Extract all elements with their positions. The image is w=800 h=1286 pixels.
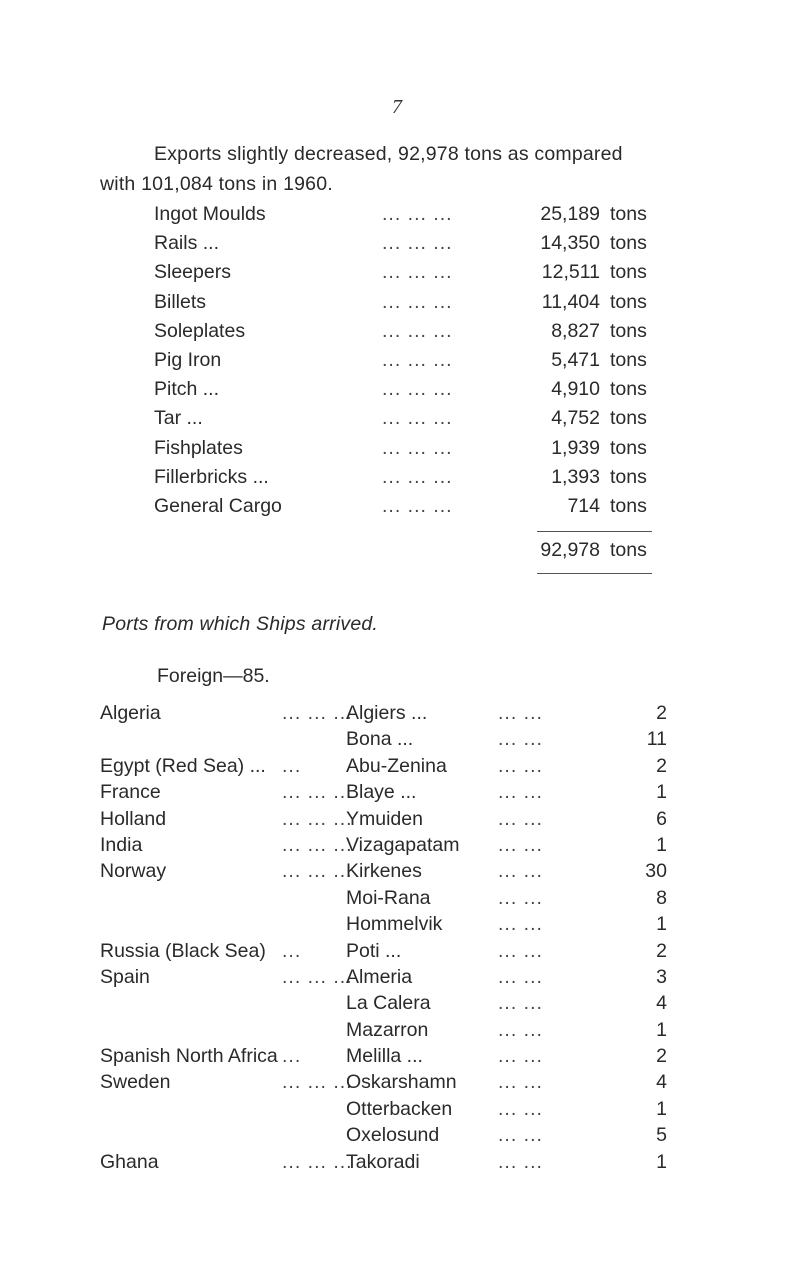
export-unit: tons bbox=[610, 319, 647, 342]
export-leader-dots: ... ... ... bbox=[382, 348, 453, 371]
port-row bbox=[100, 1149, 740, 1175]
port-name: Oxelosund bbox=[346, 1124, 440, 1147]
country-leader-dots: ... ... ... bbox=[282, 833, 353, 856]
port-leader-dots: ... ... bbox=[498, 939, 543, 962]
port-ship-count: 4 bbox=[656, 992, 667, 1015]
port-country: Spain bbox=[100, 965, 150, 988]
export-unit: tons bbox=[610, 232, 647, 255]
country-leader-dots: ... ... ... bbox=[282, 1071, 353, 1094]
export-row bbox=[154, 492, 714, 521]
port-name: Kirkenes bbox=[346, 860, 422, 883]
export-item: Rails ... bbox=[154, 232, 220, 255]
export-item: Soleplates bbox=[154, 319, 246, 342]
export-row bbox=[154, 229, 714, 258]
port-row bbox=[100, 1043, 740, 1069]
port-country: Russia (Black Sea) bbox=[100, 939, 266, 962]
country-leader-dots: ... ... ... bbox=[282, 860, 353, 883]
export-leader-dots: ... ... ... bbox=[382, 378, 453, 401]
port-row bbox=[100, 753, 740, 779]
port-row bbox=[100, 779, 740, 805]
export-value: 25,189 bbox=[540, 203, 600, 225]
export-unit: tons bbox=[610, 261, 647, 284]
port-leader-dots: ... ... bbox=[498, 1071, 543, 1094]
export-leader-dots: ... ... ... bbox=[382, 436, 453, 459]
country-leader-dots: ... ... ... bbox=[282, 807, 353, 830]
port-name: Otterbacken bbox=[346, 1097, 453, 1120]
port-row bbox=[100, 885, 740, 911]
export-unit: tons bbox=[610, 407, 647, 430]
export-value: 12,511 bbox=[541, 261, 600, 284]
port-ship-count: 2 bbox=[656, 702, 667, 724]
export-item: Billets bbox=[154, 290, 207, 313]
port-row bbox=[100, 806, 740, 832]
export-row bbox=[154, 434, 714, 463]
port-name: La Calera bbox=[346, 992, 431, 1015]
port-row bbox=[100, 700, 740, 726]
port-country: Spanish North Africa bbox=[100, 1045, 278, 1068]
export-leader-dots: ... ... ... bbox=[382, 407, 453, 430]
country-leader-dots: ... ... ... bbox=[282, 965, 353, 988]
export-unit: tons bbox=[610, 290, 647, 313]
country-leader-dots: ... bbox=[282, 754, 302, 777]
port-leader-dots: ... ... bbox=[498, 1124, 543, 1147]
port-row bbox=[100, 726, 740, 752]
port-leader-dots: ... ... bbox=[498, 833, 543, 856]
export-item: Pig Iron bbox=[154, 348, 222, 371]
port-name: Blaye ... bbox=[346, 781, 417, 804]
export-leader-dots: ... ... ... bbox=[382, 232, 453, 255]
export-value: 4,752 bbox=[551, 407, 600, 430]
export-item: Fillerbricks ... bbox=[154, 465, 269, 488]
exports-total bbox=[154, 536, 714, 566]
export-leader-dots: ... ... ... bbox=[382, 203, 453, 225]
export-unit: tons bbox=[610, 436, 647, 459]
port-leader-dots: ... ... bbox=[498, 886, 543, 909]
total-unit: tons bbox=[610, 539, 647, 561]
port-row bbox=[100, 858, 740, 884]
port-name: Ymuiden bbox=[346, 807, 423, 830]
port-leader-dots: ... ... bbox=[498, 807, 543, 830]
port-row bbox=[100, 964, 740, 990]
export-unit: tons bbox=[610, 494, 647, 517]
port-ship-count: 30 bbox=[645, 860, 667, 883]
port-name: Almeria bbox=[346, 965, 413, 988]
port-ship-count: 11 bbox=[646, 728, 667, 751]
export-row bbox=[154, 200, 714, 229]
export-unit: tons bbox=[610, 378, 647, 401]
port-leader-dots: ... ... bbox=[498, 754, 543, 777]
port-leader-dots: ... ... bbox=[498, 965, 543, 988]
port-leader-dots: ... ... bbox=[498, 781, 543, 804]
port-name: Mazarron bbox=[346, 1018, 429, 1041]
port-leader-dots: ... ... bbox=[498, 1018, 543, 1041]
port-leader-dots: ... ... bbox=[498, 1045, 543, 1068]
ports-heading: Ports from which Ships arrived. bbox=[102, 613, 379, 635]
intro-line-1: Exports slightly decreased, 92,978 tons as compared bbox=[154, 143, 623, 165]
country-leader-dots: ... ... ... bbox=[282, 1150, 353, 1173]
export-leader-dots: ... ... ... bbox=[382, 261, 453, 284]
export-item: Ingot Moulds bbox=[154, 203, 266, 225]
export-row bbox=[154, 288, 714, 317]
port-country: Ghana bbox=[100, 1150, 159, 1173]
port-row bbox=[100, 1096, 740, 1122]
port-ship-count: 6 bbox=[656, 807, 667, 830]
export-value: 1,393 bbox=[551, 465, 600, 488]
total-value: 92,978 bbox=[540, 539, 600, 561]
country-leader-dots: ... ... ... bbox=[282, 702, 353, 724]
port-ship-count: 1 bbox=[656, 913, 667, 936]
export-row bbox=[154, 463, 714, 492]
export-unit: tons bbox=[610, 348, 647, 371]
intro-line-2: with 101,084 tons in 1960. bbox=[100, 173, 333, 195]
port-country: Sweden bbox=[100, 1071, 171, 1094]
export-value: 14,350 bbox=[540, 232, 600, 255]
country-leader-dots: ... bbox=[282, 939, 302, 962]
export-item: Fishplates bbox=[154, 436, 243, 459]
port-leader-dots: ... ... bbox=[498, 1097, 543, 1120]
port-name: Abu-Zenina bbox=[346, 754, 447, 777]
port-leader-dots: ... ... bbox=[498, 1150, 543, 1173]
total-rule-top bbox=[537, 531, 652, 532]
port-name: Vizagapatam bbox=[346, 833, 460, 856]
port-ship-count: 2 bbox=[656, 754, 667, 777]
port-ship-count: 1 bbox=[656, 781, 667, 804]
port-row bbox=[100, 1122, 740, 1148]
export-leader-dots: ... ... ... bbox=[382, 494, 453, 517]
port-ship-count: 8 bbox=[656, 886, 667, 909]
port-name: Melilla ... bbox=[346, 1045, 423, 1068]
export-row bbox=[154, 258, 714, 287]
export-row bbox=[154, 317, 714, 346]
port-row bbox=[100, 1069, 740, 1095]
port-row bbox=[100, 832, 740, 858]
port-name: Algiers ... bbox=[346, 702, 428, 724]
foreign-line: Foreign—85. bbox=[157, 665, 270, 687]
port-country: Holland bbox=[100, 807, 167, 830]
port-leader-dots: ... ... bbox=[498, 992, 543, 1015]
port-country: France bbox=[100, 781, 161, 804]
port-leader-dots: ... ... bbox=[498, 913, 543, 936]
export-row bbox=[154, 346, 714, 375]
export-value: 714 bbox=[567, 494, 600, 517]
country-leader-dots: ... bbox=[282, 1045, 302, 1068]
total-rule-bottom bbox=[537, 573, 652, 574]
port-name: Hommelvik bbox=[346, 913, 443, 936]
port-ship-count: 1 bbox=[656, 1018, 667, 1041]
port-leader-dots: ... ... bbox=[498, 728, 543, 751]
export-item: Tar ... bbox=[154, 407, 203, 430]
ports-table bbox=[100, 700, 740, 1175]
export-leader-dots: ... ... ... bbox=[382, 465, 453, 488]
export-unit: tons bbox=[610, 203, 647, 225]
export-row bbox=[154, 404, 714, 433]
port-country: Egypt (Red Sea) ... bbox=[100, 754, 266, 777]
intro-paragraph bbox=[100, 139, 740, 199]
port-name: Moi-Rana bbox=[346, 886, 431, 909]
port-name: Bona ... bbox=[346, 728, 414, 751]
port-ship-count: 1 bbox=[656, 1097, 667, 1120]
page-number: 7 bbox=[392, 96, 402, 118]
port-ship-count: 4 bbox=[656, 1071, 667, 1094]
country-leader-dots: ... ... ... bbox=[282, 781, 353, 804]
export-item: General Cargo bbox=[154, 494, 282, 517]
export-value: 11,404 bbox=[541, 290, 600, 313]
export-item: Pitch ... bbox=[154, 378, 220, 401]
port-ship-count: 2 bbox=[656, 939, 667, 962]
export-item: Sleepers bbox=[154, 261, 231, 284]
export-value: 8,827 bbox=[551, 319, 600, 342]
export-value: 4,910 bbox=[551, 378, 600, 401]
port-name: Oskarshamn bbox=[346, 1071, 457, 1094]
port-ship-count: 2 bbox=[656, 1045, 667, 1068]
port-row bbox=[100, 938, 740, 964]
export-unit: tons bbox=[610, 465, 647, 488]
port-country: Norway bbox=[100, 860, 167, 883]
port-row bbox=[100, 990, 740, 1016]
port-name: Takoradi bbox=[346, 1150, 420, 1173]
export-row bbox=[154, 375, 714, 404]
port-ship-count: 3 bbox=[656, 965, 667, 988]
port-name: Poti ... bbox=[346, 939, 402, 962]
port-ship-count: 1 bbox=[656, 1150, 667, 1173]
port-row bbox=[100, 1017, 740, 1043]
export-value: 1,939 bbox=[551, 436, 600, 459]
port-country: India bbox=[100, 833, 143, 856]
export-value: 5,471 bbox=[551, 348, 600, 371]
port-row bbox=[100, 911, 740, 937]
exports-table bbox=[154, 200, 714, 521]
port-country: Algeria bbox=[100, 702, 161, 724]
port-ship-count: 5 bbox=[656, 1124, 667, 1147]
export-leader-dots: ... ... ... bbox=[382, 319, 453, 342]
export-leader-dots: ... ... ... bbox=[382, 290, 453, 313]
port-ship-count: 1 bbox=[656, 833, 667, 856]
port-leader-dots: ... ... bbox=[498, 702, 543, 724]
port-leader-dots: ... ... bbox=[498, 860, 543, 883]
